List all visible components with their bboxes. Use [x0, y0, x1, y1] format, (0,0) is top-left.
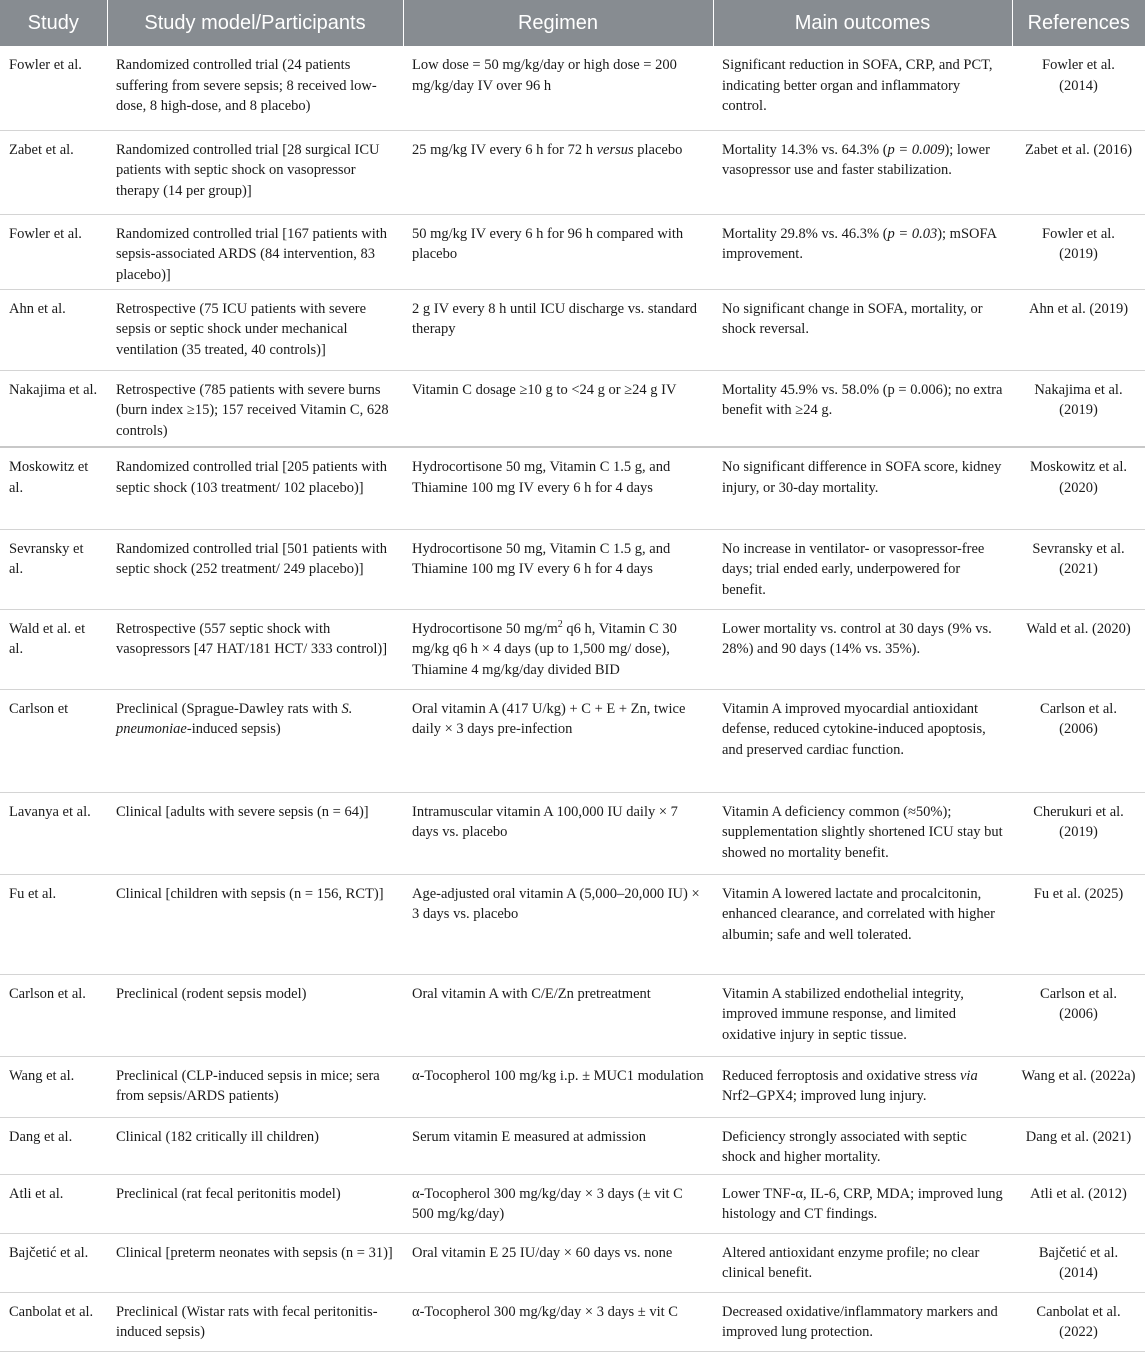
- table-row: [0, 130, 1145, 214]
- table-row: [0, 609, 1145, 689]
- table-row: [0, 689, 1145, 792]
- header-model: Study model/Participants: [107, 0, 403, 46]
- model-cell: Preclinical (rat fecal peritonitis model): [107, 1174, 403, 1233]
- outcome-cell: Lower mortality vs. control at 30 days (9% vs. 28%) and 90 days (14% vs. 35%).: [713, 609, 1012, 689]
- regimen-cell: Intramuscular vitamin A 100,000 IU daily × 7 days vs. placebo: [403, 792, 713, 874]
- header-outcomes: Main outcomes: [713, 0, 1012, 46]
- regimen-cell: α-Tocopherol 300 mg/kg/day × 3 days ± vit C: [403, 1292, 713, 1351]
- table-row: [0, 1292, 1145, 1351]
- regimen-cell: Serum vitamin E measured at admission: [403, 1117, 713, 1174]
- study-cell: Ahn et al.: [0, 289, 107, 370]
- reference-cell: Atli et al. (2012): [1012, 1174, 1145, 1233]
- outcome-cell: Vitamin A deficiency common (≈50%); supplementation slightly shortened ICU stay but showed no mortality benefit.: [713, 792, 1012, 874]
- regimen-cell: α-Tocopherol 100 mg/kg i.p. ± MUC1 modulation: [403, 1056, 713, 1117]
- model-cell: Randomized controlled trial [205 patients with septic shock (103 treatment/ 102 placebo)]: [107, 447, 403, 529]
- study-cell: Carlson et: [0, 689, 107, 792]
- table-row: [0, 370, 1145, 447]
- regimen-cell: Hydrocortisone 50 $mg/m^2$ q6 h, Vitamin C 30 mg/kg q6 h × 4 days (up to 1,500 mg/ dose), Thiamine 4 mg/kg/day divided BID: [403, 609, 713, 689]
- reference-cell: Wang et al. (2022a): [1012, 1056, 1145, 1117]
- regimen-cell: Vitamin C dosage ≥10 g to <24 g or ≥24 g IV: [403, 370, 713, 447]
- reference-cell: Ahn et al. (2019): [1012, 289, 1145, 370]
- study-cell: Atli et al.: [0, 1174, 107, 1233]
- reference-cell: Carlson et al. (2006): [1012, 689, 1145, 792]
- table-row: [0, 874, 1145, 974]
- regimen-cell: Hydrocortisone 50 mg, Vitamin C 1.5 g, and Thiamine 100 mg IV every 6 h for 4 days: [403, 529, 713, 609]
- reference-cell: Canbolat et al. (2022): [1012, 1292, 1145, 1351]
- table-row: [0, 289, 1145, 370]
- reference-cell: Fowler et al. (2019): [1012, 214, 1145, 289]
- table-row: [0, 1174, 1145, 1233]
- study-cell: Bajčetić et al.: [0, 1233, 107, 1292]
- outcome-cell: Significant reduction in SOFA, CRP, and PCT, indicating better organ and inflammatory control.: [713, 46, 1012, 130]
- table-row: [0, 46, 1145, 130]
- table-row: [0, 974, 1145, 1056]
- study-cell: Wang et al.: [0, 1056, 107, 1117]
- outcome-cell: Reduced ferroptosis and oxidative stress via Nrf2–GPX4; improved lung injury.: [713, 1056, 1012, 1117]
- table-row: [0, 1117, 1145, 1174]
- model-cell: Preclinical (rodent sepsis model): [107, 974, 403, 1056]
- outcome-cell: Altered antioxidant enzyme profile; no clear clinical benefit.: [713, 1233, 1012, 1292]
- table-row: [0, 529, 1145, 609]
- reference-cell: Moskowitz et al. (2020): [1012, 447, 1145, 529]
- outcome-cell: Mortality 29.8% vs. 46.3% (p = 0.03); mSOFA improvement.: [713, 214, 1012, 289]
- outcome-cell: Decreased oxidative/inflammatory markers and improved lung protection.: [713, 1292, 1012, 1351]
- reference-cell: Fowler et al. (2014): [1012, 46, 1145, 130]
- model-cell: Preclinical (Wistar rats with fecal peritonitis-induced sepsis): [107, 1292, 403, 1351]
- model-cell: Randomized controlled trial [28 surgical ICU patients with septic shock on vasopressor therapy (14 per group)]: [107, 130, 403, 214]
- study-cell: Wald et al. et al.: [0, 609, 107, 689]
- study-cell: Canbolat et al.: [0, 1292, 107, 1351]
- model-cell: Clinical [adults with severe sepsis (n = 64)]: [107, 792, 403, 874]
- model-cell: Retrospective (785 patients with severe burns (burn index ≥15); 157 received Vitamin C, 628 controls): [107, 370, 403, 447]
- reference-cell: Fu et al. (2025): [1012, 874, 1145, 974]
- table-row: [0, 1233, 1145, 1292]
- model-cell: Retrospective (557 septic shock with vasopressors [47 HAT/181 HCT/ 333 control)]: [107, 609, 403, 689]
- study-cell: Zabet et al.: [0, 130, 107, 214]
- outcome-cell: Deficiency strongly associated with septic shock and higher mortality.: [713, 1117, 1012, 1174]
- regimen-cell: 25 mg/kg IV every 6 h for 72 h versus placebo: [403, 130, 713, 214]
- study-cell: Fowler et al.: [0, 46, 107, 130]
- regimen-cell: Age-adjusted oral vitamin A (5,000–20,000 IU) × 3 days vs. placebo: [403, 874, 713, 974]
- outcome-cell: No increase in ventilator- or vasopressor-free days; trial ended early, underpowered for benefit.: [713, 529, 1012, 609]
- regimen-cell: Low dose = 50 mg/kg/day or high dose = 200 mg/kg/day IV over 96 h: [403, 46, 713, 130]
- regimen-cell: Oral vitamin E 25 IU/day × 60 days vs. none: [403, 1233, 713, 1292]
- reference-cell: Bajčetić et al. (2014): [1012, 1233, 1145, 1292]
- outcome-cell: Vitamin A stabilized endothelial integrity, improved immune response, and limited oxidative injury in septic tissue.: [713, 974, 1012, 1056]
- regimen-cell: Oral vitamin A (417 U/kg) + C + E + Zn, twice daily × 3 days pre-infection: [403, 689, 713, 792]
- reference-cell: Cherukuri et al. (2019): [1012, 792, 1145, 874]
- header-row: [0, 0, 1145, 46]
- model-cell: Randomized controlled trial [167 patients with sepsis-associated ARDS (84 intervention, 83 placebo)]: [107, 214, 403, 289]
- table-row: [0, 447, 1145, 529]
- outcome-cell: No significant change in SOFA, mortality, or shock reversal.: [713, 289, 1012, 370]
- model-cell: Clinical [preterm neonates with sepsis (n = 31)]: [107, 1233, 403, 1292]
- study-cell: Nakajima et al.: [0, 370, 107, 447]
- study-cell: Lavanya et al.: [0, 792, 107, 874]
- study-cell: Moskowitz et al.: [0, 447, 107, 529]
- study-cell: Sevransky et al.: [0, 529, 107, 609]
- header-study: Study: [0, 0, 107, 46]
- outcome-cell: Mortality 14.3% vs. 64.3% (p = 0.009); lower vasopressor use and faster stabilization.: [713, 130, 1012, 214]
- regimen-cell: α-Tocopherol 300 mg/kg/day × 3 days (± vit C 500 mg/kg/day): [403, 1174, 713, 1233]
- reference-cell: Carlson et al. (2006): [1012, 974, 1145, 1056]
- header-references: References: [1012, 0, 1145, 46]
- reference-cell: Nakajima et al. (2019): [1012, 370, 1145, 447]
- study-cell: Fu et al.: [0, 874, 107, 974]
- model-cell: Preclinical (CLP-induced sepsis in mice; sera from sepsis/ARDS patients): [107, 1056, 403, 1117]
- model-cell: Randomized controlled trial [501 patients with septic shock (252 treatment/ 249 placebo)]: [107, 529, 403, 609]
- study-cell: Fowler et al.: [0, 214, 107, 289]
- table-row: [0, 214, 1145, 289]
- study-cell: Carlson et al.: [0, 974, 107, 1056]
- model-cell: Clinical (182 critically ill children): [107, 1117, 403, 1174]
- reference-cell: Zabet et al. (2016): [1012, 130, 1145, 214]
- header-regimen: Regimen: [403, 0, 713, 46]
- reference-cell: Dang et al. (2021): [1012, 1117, 1145, 1174]
- outcome-cell: Vitamin A lowered lactate and procalcitonin, enhanced clearance, and correlated with higher albumin; safe and well tolerated.: [713, 874, 1012, 974]
- model-cell: Retrospective (75 ICU patients with severe sepsis or septic shock under mechanical ventilation (35 treated, 40 controls)]: [107, 289, 403, 370]
- regimen-cell: 50 mg/kg IV every 6 h for 96 h compared with placebo: [403, 214, 713, 289]
- regimen-cell: 2 g IV every 8 h until ICU discharge vs. standard therapy: [403, 289, 713, 370]
- regimen-cell: Hydrocortisone 50 mg, Vitamin C 1.5 g, and Thiamine 100 mg IV every 6 h for 4 days: [403, 447, 713, 529]
- model-cell: Preclinical (Sprague-Dawley rats with S. pneumoniae-induced sepsis): [107, 689, 403, 792]
- regimen-cell: Oral vitamin A with C/E/Zn pretreatment: [403, 974, 713, 1056]
- table-row: [0, 792, 1145, 874]
- outcome-cell: Vitamin A improved myocardial antioxidant defense, reduced cytokine-induced apoptosis, and preserved cardiac function.: [713, 689, 1012, 792]
- outcome-cell: No significant difference in SOFA score, kidney injury, or 30-day mortality.: [713, 447, 1012, 529]
- model-cell: Randomized controlled trial (24 patients suffering from severe sepsis; 8 received low-dose, 8 high-dose, and 8 placebo): [107, 46, 403, 130]
- reference-cell: Wald et al. (2020): [1012, 609, 1145, 689]
- outcome-cell: Mortality 45.9% vs. 58.0% (p = 0.006); no extra benefit with ≥24 g.: [713, 370, 1012, 447]
- table-row: [0, 1056, 1145, 1117]
- outcome-cell: Lower TNF-α, IL-6, CRP, MDA; improved lung histology and CT findings.: [713, 1174, 1012, 1233]
- model-cell: Clinical [children with sepsis (n = 156, RCT)]: [107, 874, 403, 974]
- study-cell: Dang et al.: [0, 1117, 107, 1174]
- reference-cell: Sevransky et al. (2021): [1012, 529, 1145, 609]
